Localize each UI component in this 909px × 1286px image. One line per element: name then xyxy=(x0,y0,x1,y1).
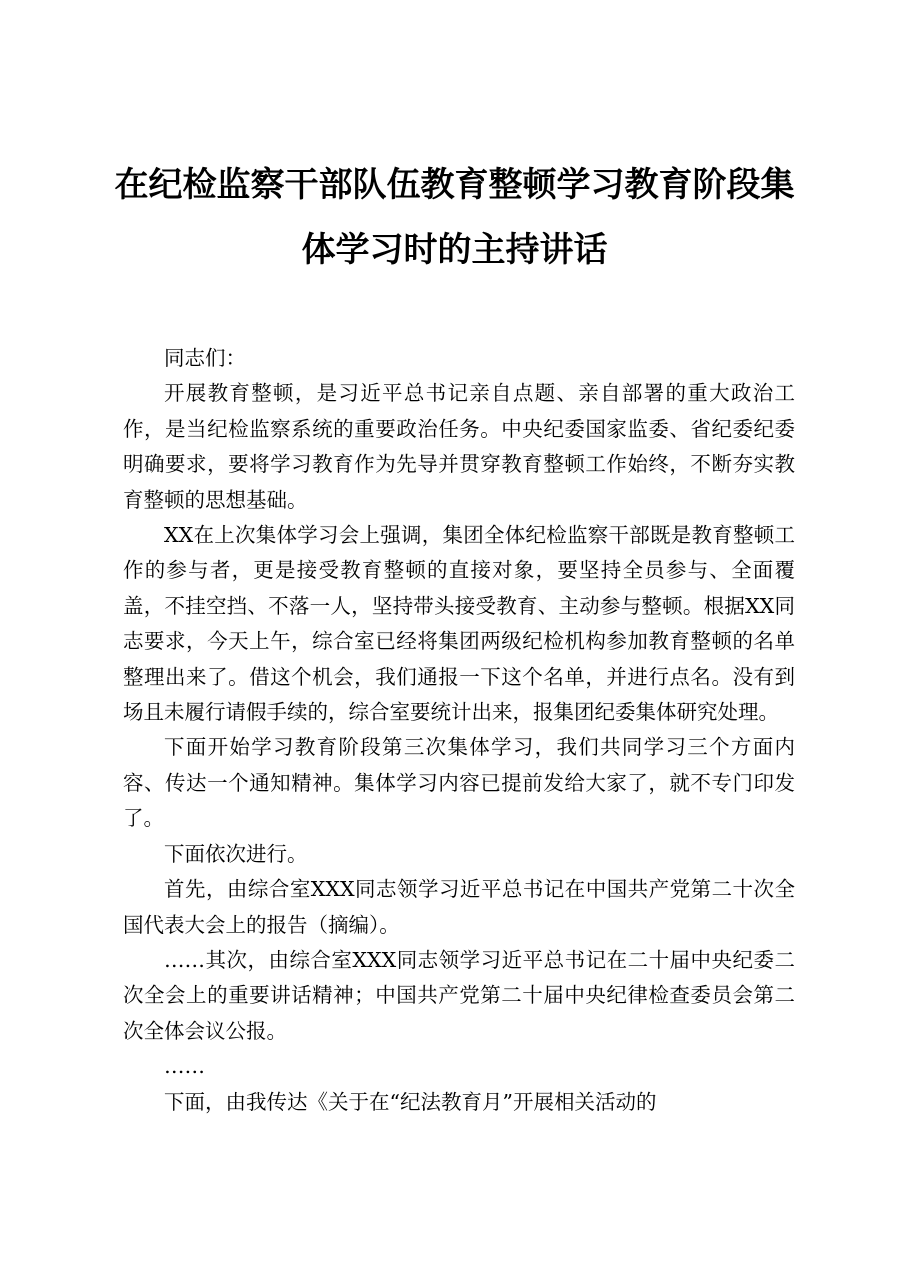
paragraph-second-item: ……其次，由综合室XXX同志领学习近平总书记在二十届中央纪委二次全会上的重要讲话精神；中国共产党第二十届中央纪律检查委员会第二次全体会议公报。 xyxy=(123,947,795,1043)
document-body xyxy=(123,341,795,1120)
paragraph-proceed: 下面依次进行。 xyxy=(164,841,308,866)
paragraph-notice: 下面，由我传达《关于在“纪法教育月”开展相关活动的 xyxy=(164,1089,657,1114)
salutation: 同志们： xyxy=(164,346,246,370)
document-title-line-1: 在纪检监察干部队伍教育整顿学习教育阶段集 xyxy=(114,165,795,205)
document-title-line-2: 体学习时的主持讲话 xyxy=(301,230,608,270)
paragraph-intro: 开展教育整顿，是习近平总书记亲自点题、亲自部署的重大政治工作，是当纪检监察系统的重要政治任务。中央纪委国家监委、省纪委纪委明确要求，要将学习教育作为先导并贯穿教育整顿工作始终，不断夯实教育整顿的思想基础。 xyxy=(123,381,795,512)
paragraph-first-item: 首先，由综合室XXX同志领学习近平总书记在中国共产党第二十次全国代表大会上的报告（摘编）。 xyxy=(123,877,795,937)
paragraph-study-overview: 下面开始学习教育阶段第三次集体学习，我们共同学习三个方面内容、传达一个通知精神。集体学习内容已提前发给大家了，就不专门印发了。 xyxy=(123,735,795,831)
paragraph-ellipsis: …… xyxy=(164,1054,205,1079)
paragraph-requirements: XX在上次集体学习会上强调，集团全体纪检监察干部既是教育整顿工作的参与者，更是接受教育整顿的直接对象，要坚持全员参与、全面覆盖，不挂空挡、不落一人，坚持带头接受教育、主动参与整顿。根据XX同志要求，今天上午，综合室已经将集团两级纪检机构参加教育整顿的名单整理出来了。借这个机会，我们通报一下这个名单，并进行点名。没有到场且未履行请假手续的，综合室要统计出来，报集团纪委集体研究处理。 xyxy=(123,523,795,725)
